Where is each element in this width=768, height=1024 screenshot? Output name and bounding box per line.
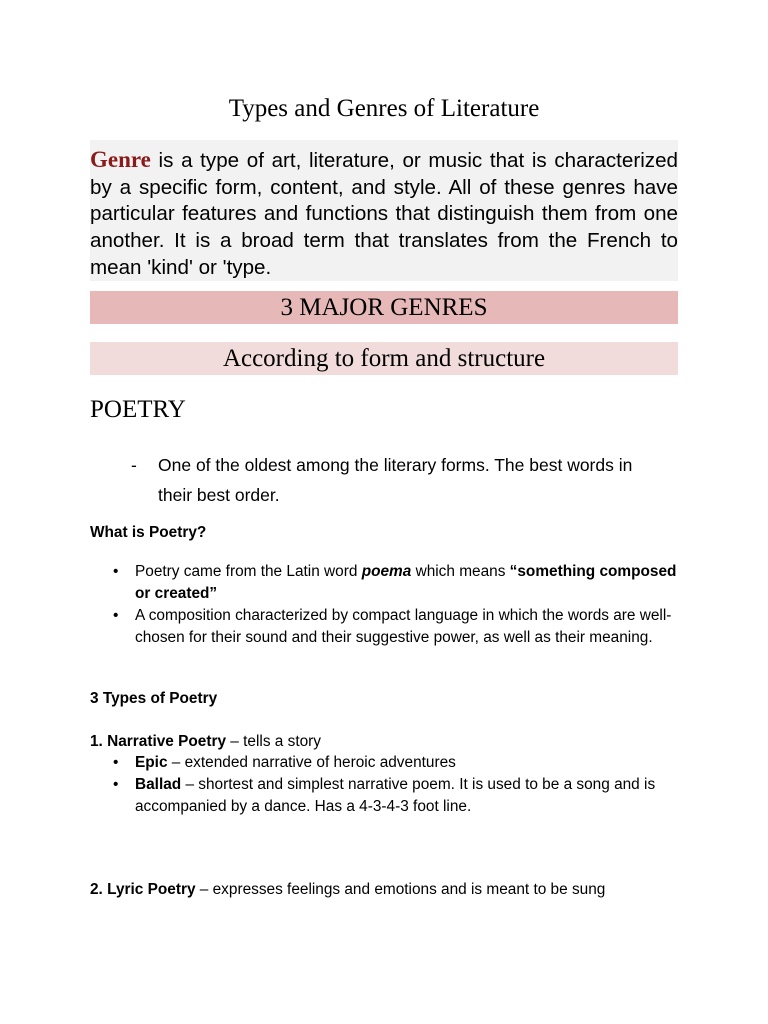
epic-label: Epic (135, 754, 168, 771)
poetry-heading: POETRY (90, 396, 186, 423)
list-item (90, 605, 690, 649)
ballad-desc: – shortest and simplest narrative poem. It is used to be a song and is accompanied by a dance. Has a 4-3-4-3 foot line. (135, 776, 656, 815)
item1-pre: Poetry came from the Latin word (135, 563, 362, 580)
narrative-poetry-heading (90, 731, 321, 753)
item1-quote: “something composed or created” (135, 563, 677, 602)
lyric-poetry-heading (90, 878, 650, 901)
ballad-label: Ballad (135, 776, 182, 793)
list-item (90, 774, 670, 818)
epic-desc: – extended narrative of heroic adventures (167, 754, 456, 771)
poetry-dash-text: One of the oldest among the literary forms. The best words in their best order. (158, 455, 633, 505)
poetry-dash-item (131, 450, 655, 510)
narrative-types-list (90, 752, 670, 818)
what-is-poetry-heading: What is Poetry? (90, 524, 207, 541)
narrative-desc: – tells a story (226, 733, 321, 750)
narrative-label: 1. Narrative Poetry (90, 733, 227, 750)
poema-word: poema (361, 563, 412, 580)
list-item (90, 561, 690, 605)
dash-marker: - (131, 455, 137, 475)
bullet-icon: • (113, 563, 119, 580)
bullet-icon: • (113, 754, 119, 771)
document-title: Types and Genres of Literature (228, 95, 540, 122)
lyric-desc: – expresses feelings and emotions and is meant to be sung (195, 881, 606, 898)
types-of-poetry-heading: 3 Types of Poetry (90, 690, 218, 707)
genre-definition-text: is a type of art, literature, or music that is characterized by a specific form, content, and style. All of these genres have particular features and functions that distinguish them from one another. It is a broad term that translates from the French to mean 'kind' or 'type. (90, 149, 678, 279)
genre-definition (90, 147, 678, 282)
item2-text: A composition characterized by compact language in which the words are well-chosen for their sound and their suggestive power, as well as their meaning. (135, 607, 672, 646)
lyric-label: 2. Lyric Poetry (90, 881, 196, 898)
major-genres-band: 3 MAJOR GENRES (90, 291, 678, 324)
what-is-poetry-list (90, 561, 690, 649)
item1-mid: which means (411, 563, 510, 580)
form-structure-band: According to form and structure (90, 342, 678, 375)
genre-term: Genre (90, 147, 151, 172)
bullet-icon: • (113, 607, 119, 624)
bullet-icon: • (113, 776, 119, 793)
list-item (90, 752, 670, 774)
